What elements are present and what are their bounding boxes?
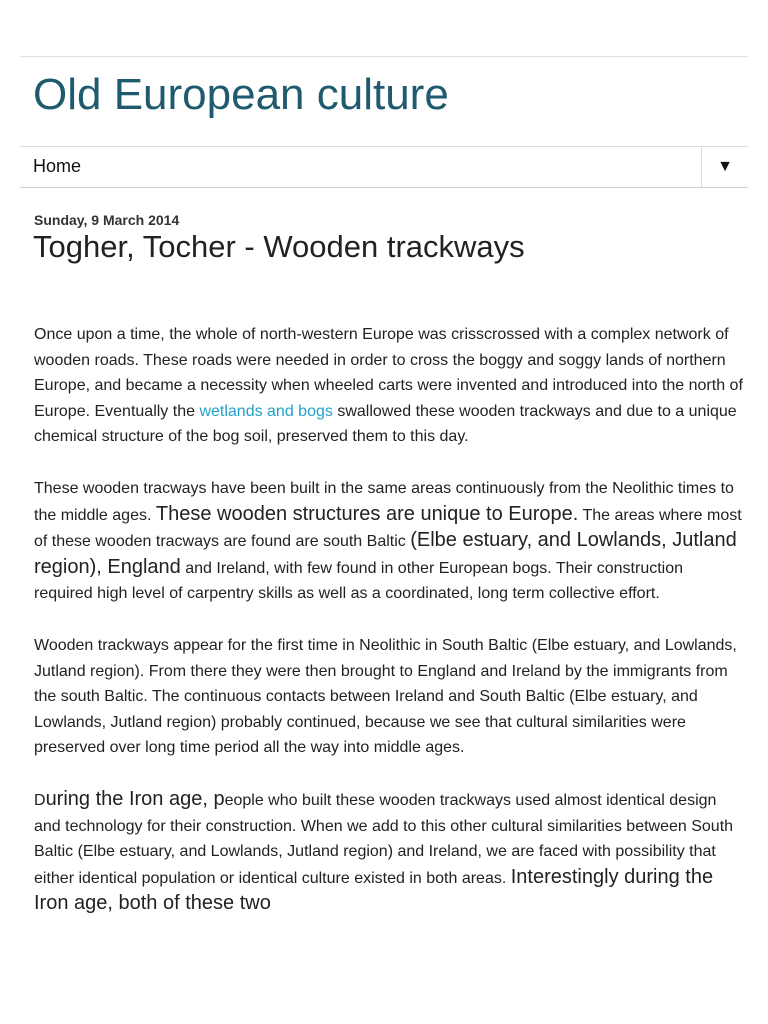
nav-home-link[interactable]: Home — [33, 156, 82, 176]
paragraph-text: The areas where most of these wooden tracways are found are south Baltic — [34, 506, 742, 551]
paragraph-text: Once upon a time, the whole of north-western Europe was crisscrossed with a complex network of wooden roads. These roads were needed in order to cross the boggy and soggy lands of northern Europe, and became a necessity when wheeled carts were invented and introduced into the north of Europe. Eventually the — [34, 326, 743, 420]
post-body — [34, 322, 746, 944]
paragraph-text-large: uring the Iron age, p — [45, 787, 225, 810]
post-paragraph-3: Wooden trackways appear for the first time in Neolithic in South Baltic (Elbe estuary, and Lowlands, Jutland region). From there they were then brought to England and Ireland by the immigrants from the south Baltic. The continuous contacts between Ireland and South Baltic (Elbe estuary, and Lowlands, Jutland region) probably continued, because we see that cultural similarities were preserved over long time period all the way into middle ages. — [34, 636, 737, 757]
nav-dropdown-toggle[interactable] — [701, 147, 748, 187]
paragraph-text-large: These wooden structures are unique to Europe. — [155, 502, 579, 525]
blog-title[interactable]: Old European culture — [33, 70, 449, 119]
wetlands-bogs-link[interactable]: wetlands and bogs — [199, 402, 333, 420]
post-paragraph-1 — [34, 322, 746, 450]
header-divider — [20, 56, 748, 57]
post-paragraph-2 — [34, 476, 746, 607]
paragraph-text-large: Interestingly during the Iron age, both of these two — [34, 865, 714, 915]
paragraph-text: swallowed these wooden trackways and due to a unique chemical structure of the bog soil, preserved them to this day. — [34, 402, 737, 446]
chevron-down-icon: ▼ — [717, 158, 733, 175]
paragraph-text: eople who built these wooden trackways used almost identical design and technology for their construction. When we add to this other cultural similarities between South Baltic (Elbe estuary, and Lowlands, Jutland region) and Ireland, we are faced with possibility that either identical population or identical culture existed in both areas. — [34, 791, 734, 887]
post-title: Togher, Tocher - Wooden trackways — [33, 229, 525, 264]
paragraph-text: D — [34, 791, 46, 809]
nav-bar — [20, 146, 748, 188]
post-date: Sunday, 9 March 2014 — [34, 212, 180, 228]
paragraph-text: and Ireland, with few found in other European bogs. Their construction required high level of carpentry skills as well as a coordinated, long term collective effort. — [34, 559, 684, 603]
post-paragraph-4 — [34, 787, 746, 918]
paragraph-text: These wooden tracways have been built in the same areas continuously from the Neolithic times to the middle ages. — [34, 479, 734, 524]
paragraph-text-large: (Elbe estuary, and Lowlands, Jutland region), England — [34, 529, 737, 578]
